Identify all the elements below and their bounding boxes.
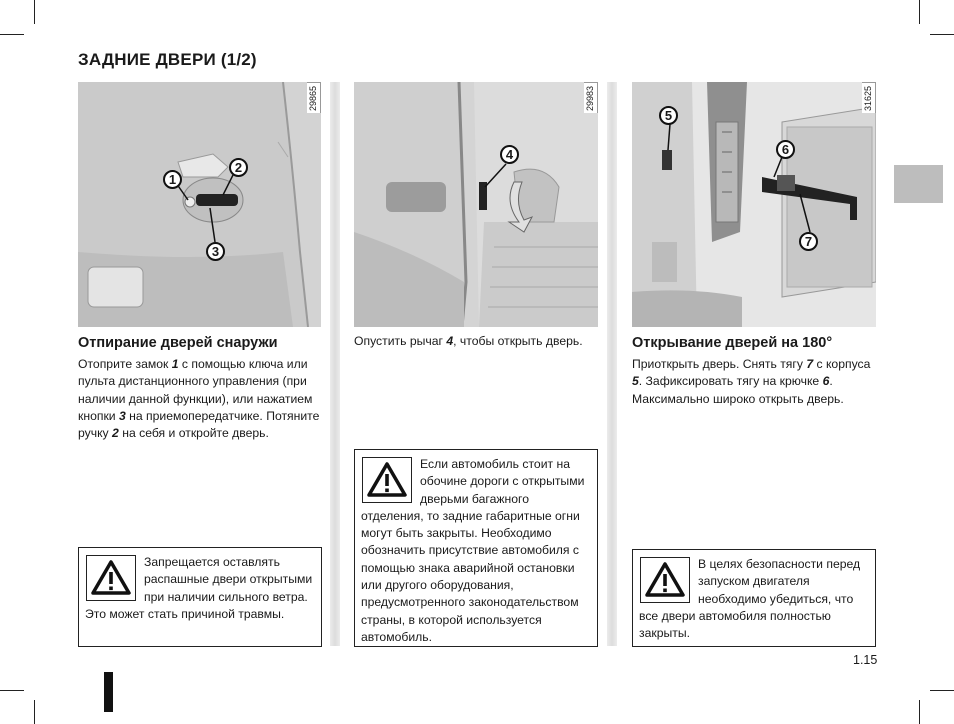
figure-number: 29983	[584, 82, 598, 113]
callout-1: 1	[163, 170, 182, 189]
door-handle-drawing	[78, 82, 321, 327]
page-title: ЗАДНИЕ ДВЕРИ (1/2)	[78, 50, 257, 69]
crop-mark	[930, 34, 954, 35]
section-heading: Отпирание дверей снаружи	[78, 335, 278, 351]
section-heading: Открывание дверей на 180°	[632, 335, 833, 351]
body-text: Опустить рычаг 4, чтобы открыть дверь.	[354, 334, 583, 348]
warning-text: Запрещается оставлять распашные двери открытыми при наличии сильного ветра. Это может стать причиной травмы.	[85, 555, 313, 621]
figure-number: 31625	[862, 82, 876, 113]
body-text: Приоткрыть дверь. Снять тягу 7 с корпуса 5. Зафиксировать тягу на крючке 6. Максимально широко открыть дверь.	[632, 357, 871, 406]
callout-4: 4	[500, 145, 519, 164]
warning-box	[632, 549, 876, 647]
figure-number: 29865	[307, 82, 321, 113]
reference-number: 5	[632, 374, 639, 389]
warning-box	[78, 547, 322, 647]
margin-bar	[104, 672, 113, 712]
reference-number: 1	[171, 357, 179, 371]
callout-5: 5	[659, 106, 678, 125]
callout-7: 7	[799, 232, 818, 251]
column-separator	[607, 82, 617, 646]
column-separator	[330, 82, 340, 646]
crop-mark	[34, 700, 35, 724]
illustration-door-handle	[78, 82, 321, 327]
door-lever-drawing	[354, 82, 598, 327]
body-text: Отоприте замок 1 с помощью ключа или пульта дистанционного управления (при наличии данной функции), или нажатием кнопки 3 на приемопередатчике. Потяните ручку 2 на себя и откройте дверь.	[78, 357, 320, 441]
callout-6: 6	[776, 140, 795, 159]
reference-number: 7	[806, 357, 814, 371]
reference-number: 4	[446, 334, 454, 348]
crop-mark	[930, 690, 954, 691]
reference-number: 6	[822, 374, 830, 389]
crop-mark	[919, 700, 920, 724]
illustration-door-strap	[632, 82, 876, 327]
warning-text: В целях безопасности перед запуском двигателя необходимо убедиться, что все двери автомобиля полностью закрыты.	[639, 557, 861, 641]
warning-box	[354, 449, 598, 647]
crop-mark	[0, 690, 24, 691]
reference-number: 3	[118, 408, 126, 423]
reference-number: 2	[112, 426, 119, 441]
warning-icon	[86, 555, 136, 601]
callout-2: 2	[229, 158, 248, 177]
section-tab	[894, 165, 943, 203]
crop-mark	[34, 0, 35, 24]
page-number: 1.15	[853, 653, 878, 667]
crop-mark	[0, 34, 24, 35]
warning-icon	[640, 557, 690, 603]
illustration-door-lever	[354, 82, 598, 327]
warning-text: Если автомобиль стоит на обочине дороги с открытыми дверьми багажного отделения, то задние габаритные огни могут быть закрыты. Необходимо обозначить присутствие автомобиля с помощью знака аварийной остановки или другого оборудования, предусмотренного законодательством страны, в которой используется автомобиль.	[361, 457, 585, 644]
callout-3: 3	[206, 242, 225, 261]
warning-icon	[362, 457, 412, 503]
crop-mark	[919, 0, 920, 24]
